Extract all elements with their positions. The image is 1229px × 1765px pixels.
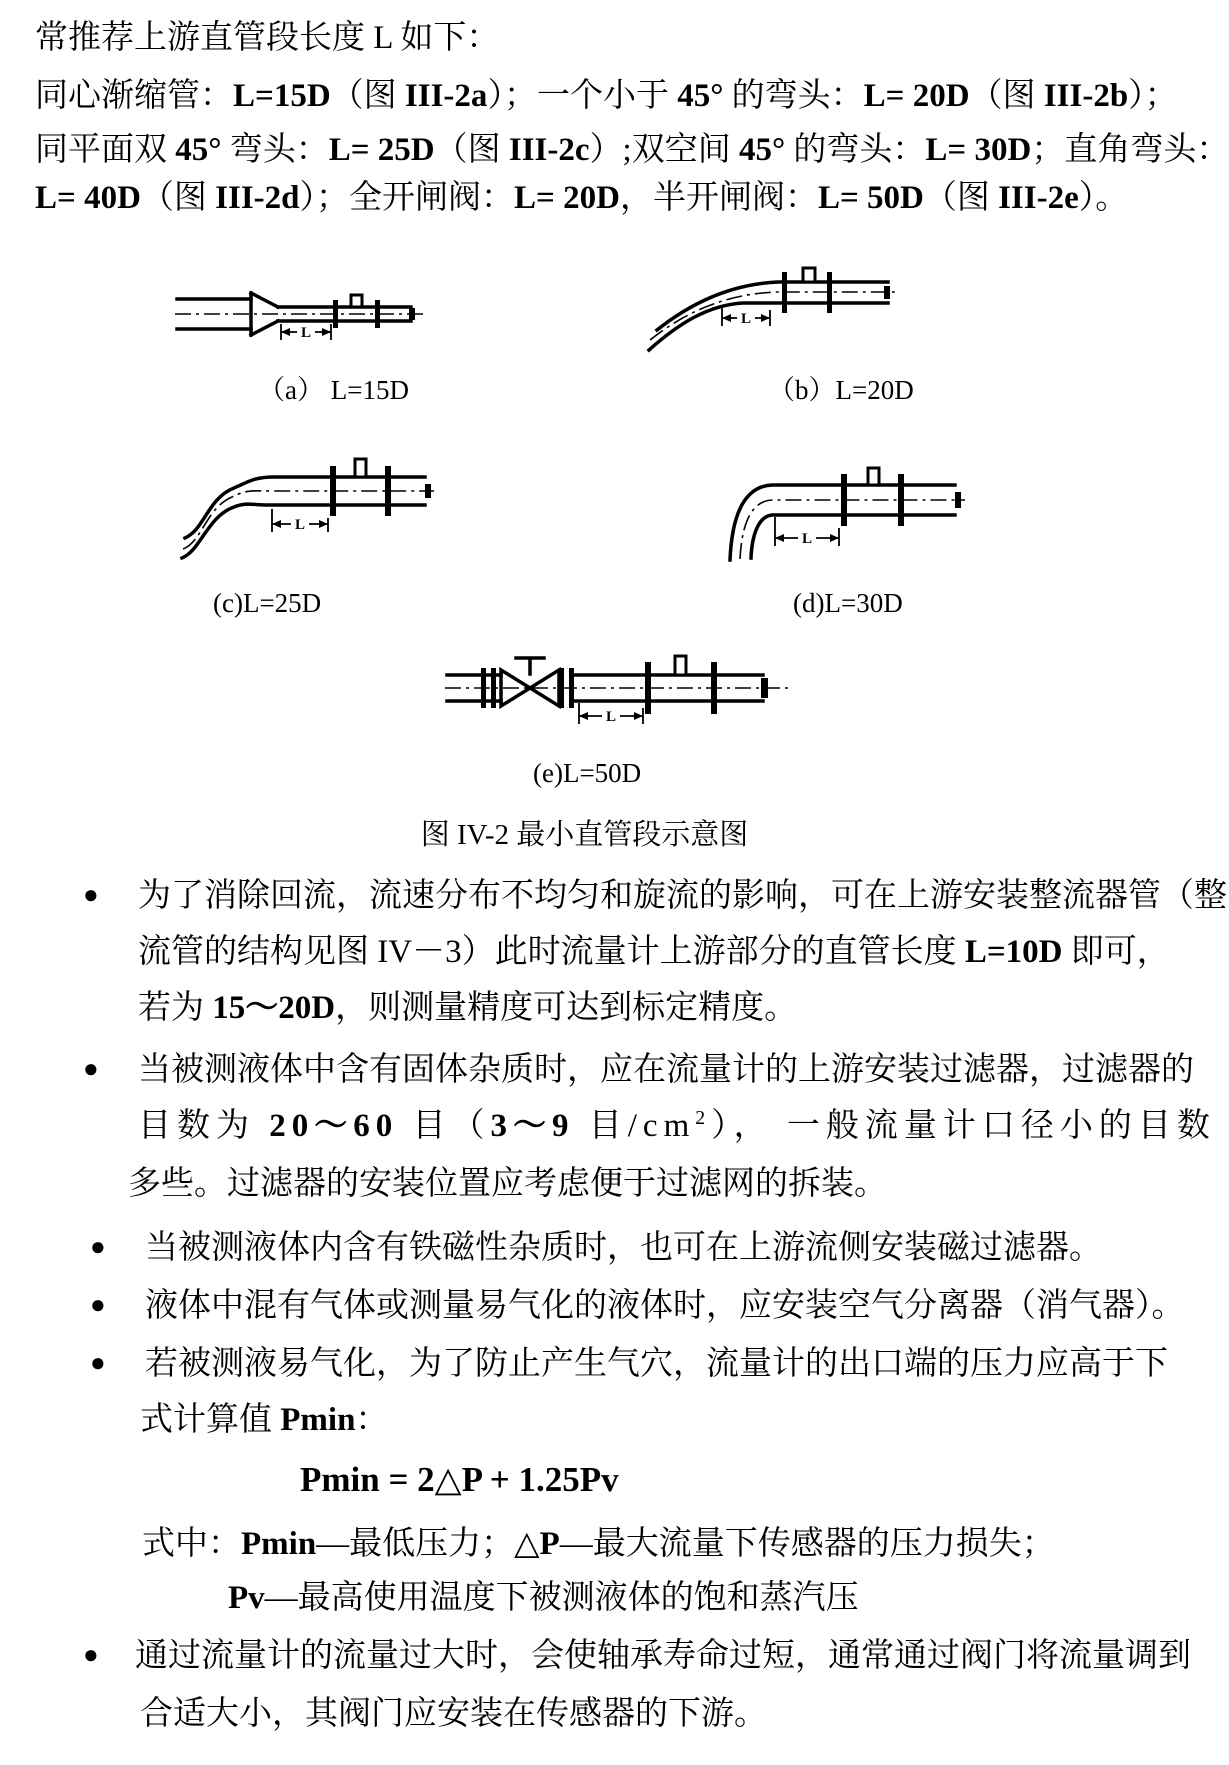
bullet-6-line-1: 通过流量计的流量过大时，会使轴承寿命过短，通常通过阀门将流量调到 xyxy=(135,1638,1191,1674)
figure-label-a: （a） L=15D xyxy=(258,375,409,405)
flange xyxy=(711,662,717,714)
sensor-stub xyxy=(351,295,362,307)
dimension-L xyxy=(579,703,643,725)
figure-label-e: (e)L=50D xyxy=(533,758,642,788)
flange xyxy=(827,272,832,313)
pipe-top-wall xyxy=(657,282,888,330)
dimension-letter: L xyxy=(294,517,306,533)
intro-line-3: 同平面双 45° 弯头：L= 25D（图 III-2c）;双空间 45° 的弯头：L= 30D；直角弯头： xyxy=(35,132,1229,168)
figure-label-d: (d)L=30D xyxy=(793,588,903,618)
bullet-1-line-1: 为了消除回流，流速分布不均匀和旋流的影响，可在上游安装整流器管（整 xyxy=(138,878,1227,914)
diagram-d-right-angle-elbow-pipe xyxy=(715,452,970,564)
flange xyxy=(330,466,336,516)
bullet-6-line-2: 合适大小，其阀门应安装在传感器的下游。 xyxy=(140,1696,767,1732)
flange xyxy=(333,300,338,328)
dimension-letter: L xyxy=(740,311,752,327)
bullet-marker: ● xyxy=(83,1640,99,1669)
intro-line-2: 同心渐缩管：L=15D（图 III-2a）；一个小于 45° 的弯头：L= 20D（图 III-2b）； xyxy=(35,78,1178,114)
dimension-L xyxy=(272,509,328,533)
dimension-letter: L xyxy=(300,325,312,341)
pipe-end-cap xyxy=(955,492,961,508)
sensor-stub xyxy=(868,468,879,485)
bullet-1-line-2: 流管的结构见图 IV－3）此时流量计上游部分的直管长度 L=10D 即可， xyxy=(138,934,1170,970)
flange xyxy=(782,272,787,313)
dimension-L xyxy=(775,517,839,547)
formula-pmin: Pmin = 2△P + 1.25Pv xyxy=(300,1460,619,1499)
flange xyxy=(491,668,496,708)
dimension-letter: L xyxy=(605,709,617,725)
diagram-a-concentric-reducer-pipe xyxy=(175,284,430,344)
pipe-end-cap xyxy=(409,308,415,320)
bullet-2-line-2: 目数为 20～60 目（3～9 目$/cm^2$）， 一般流量计口径小的目数 xyxy=(138,1107,1216,1144)
bullet-4-line-1: 液体中混有气体或测量易气化的液体时，应安装空气分离器（消气器）。 xyxy=(145,1288,1185,1324)
dimension-L xyxy=(281,324,331,341)
formula-note-2: Pv—最高使用温度下被测液体的饱和蒸汽压 xyxy=(228,1580,859,1616)
flange xyxy=(385,466,391,516)
figure-label-b: （b）L=20D xyxy=(768,375,914,405)
pipe-end-cap xyxy=(425,484,431,498)
diagram-c-double-45deg-elbow-pipe xyxy=(182,452,442,560)
dimension-letter: L xyxy=(801,531,813,547)
bullet-marker: ● xyxy=(83,1054,99,1083)
flange xyxy=(645,662,651,714)
bullet-marker: ● xyxy=(83,880,99,909)
sensor-stub xyxy=(675,656,686,675)
formula-note-1: 式中：Pmin—最低压力；△P—最大流量下传感器的压力损失； xyxy=(142,1526,1055,1562)
pipe-end-cap xyxy=(761,678,768,698)
bullet-2-line-1: 当被测液体中含有固体杂质时，应在流量计的上游安装过滤器，过滤器的 xyxy=(138,1052,1194,1088)
intro-line-4: L= 40D（图 III-2d）；全开闸阀：L= 20D，半开闸阀：L= 50D（图 III-2e）。 xyxy=(35,180,1129,216)
bullet-1-line-3: 若为 15～20D，则测量精度可达到标定精度。 xyxy=(138,990,798,1026)
flange xyxy=(481,668,486,708)
dimension-L xyxy=(722,305,770,327)
bullet-5-line-2: 式计算值 Pmin： xyxy=(140,1402,389,1438)
bullet-3-line-1: 当被测液体内含有铁磁性杂质时，也可在上游流侧安装磁过滤器。 xyxy=(145,1230,1102,1266)
bullet-2-line-3: 多些。过滤器的安装位置应考虑便于过滤网的拆装。 xyxy=(128,1166,887,1202)
bullet-marker: ● xyxy=(90,1232,106,1261)
flange xyxy=(841,474,847,526)
bullet-marker: ● xyxy=(90,1290,106,1319)
pipe-centerline xyxy=(740,500,965,559)
diagram-b-45deg-elbow-pipe xyxy=(648,260,898,352)
intro-line-1: 常推荐上游直管段长度 L 如下： xyxy=(35,20,500,56)
flange xyxy=(375,300,380,328)
diagram-e-gate-valve-pipe xyxy=(445,648,795,728)
sensor-stub xyxy=(803,268,815,282)
flange xyxy=(559,668,564,708)
bullet-5-line-1: 若被测液易气化，为了防止产生气穴，流量计的出口端的压力应高于下 xyxy=(145,1346,1168,1382)
figure-caption: 图 IV-2 最小直管段示意图 xyxy=(420,819,749,851)
pipe-centerline xyxy=(650,292,896,340)
flange xyxy=(898,474,904,526)
pipe-end-cap xyxy=(884,286,890,299)
figure-label-c: (c)L=25D xyxy=(213,588,322,618)
sensor-stub xyxy=(355,459,366,477)
valve-handle xyxy=(516,658,544,674)
bullet-marker: ● xyxy=(90,1348,106,1377)
